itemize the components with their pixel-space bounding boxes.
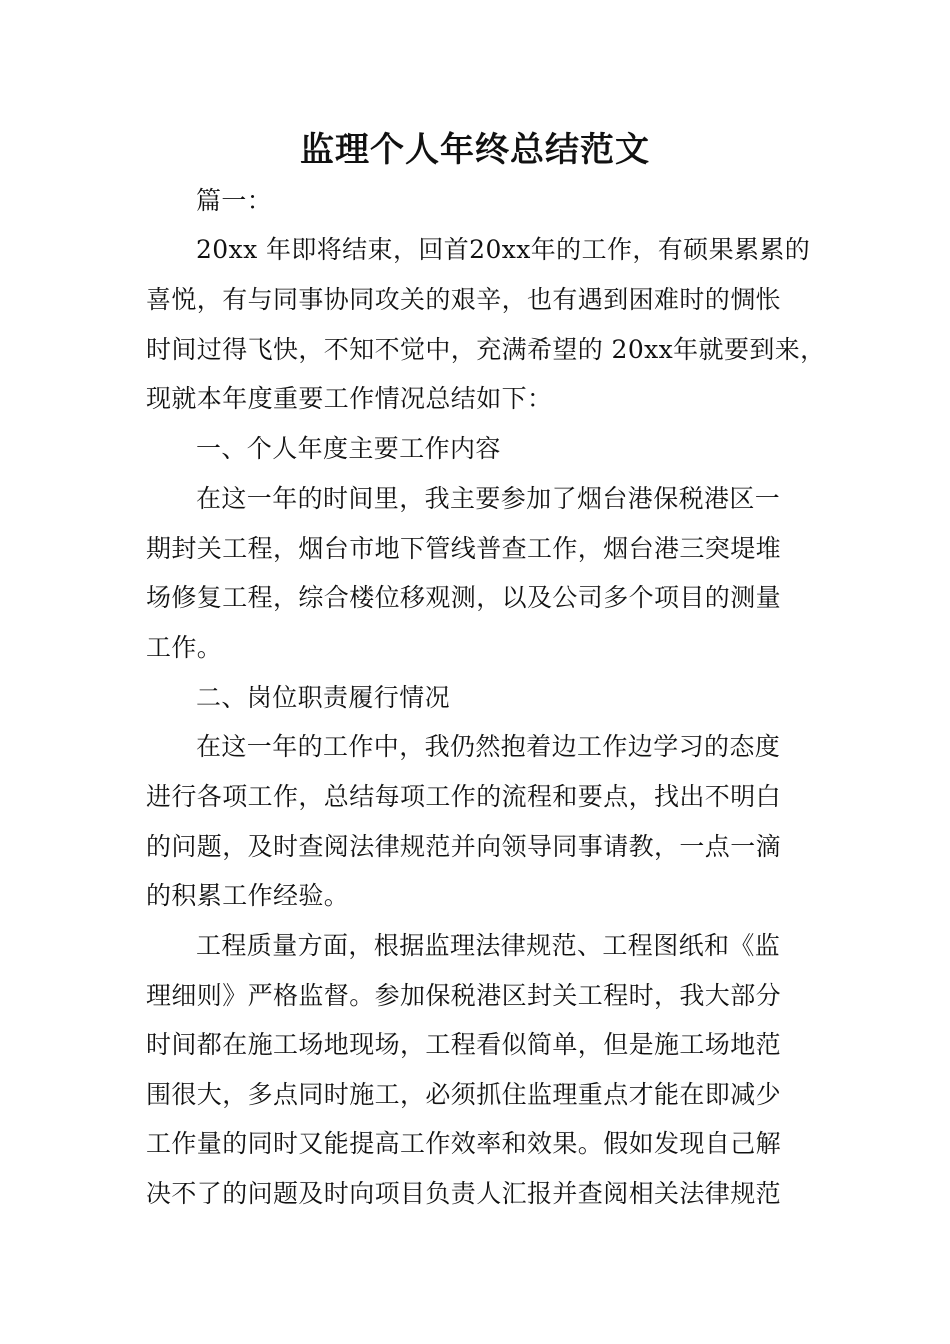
paragraph-line: 决不了的问题及时向项目负责人汇报并查阅相关法律规范: [146, 1179, 782, 1208]
paragraph-line: 在这一年的时间里，我主要参加了烟台港保税港区一: [196, 484, 781, 513]
paragraph-line: 理细则》严格监督。参加保税港区封关工程时，我大部分: [146, 981, 782, 1010]
paragraph-line: 在这一年的工作中，我仍然抱着边工作边学习的态度: [196, 732, 781, 761]
paragraph-line: 20xx 年即将结束，回首20xx年的工作，有硕果累累的: [196, 235, 811, 264]
section-heading-two: 二、岗位职责履行情况: [196, 683, 451, 712]
section-label-part-one: 篇一：: [196, 186, 273, 215]
paragraph-line: 工程质量方面，根据监理法律规范、工程图纸和《监: [196, 931, 781, 960]
paragraph-line: 时间都在施工场地现场，工程看似简单，但是施工场地范: [146, 1030, 782, 1059]
paragraph-line: 时间过得飞快，不知不觉中，充满希望的 20xx年就要到来，: [146, 335, 826, 364]
paragraph-line: 围很大，多点同时施工，必须抓住监理重点才能在即减少: [146, 1080, 782, 1109]
paragraph-line: 的积累工作经验。: [146, 881, 350, 910]
paragraph-line: 工作量的同时又能提高工作效率和效果。假如发现自己解: [146, 1129, 782, 1158]
paragraph-line: 的问题，及时查阅法律规范并向领导同事请教，一点一滴: [146, 832, 782, 861]
paragraph-line: 进行各项工作，总结每项工作的流程和要点，找出不明白: [146, 782, 782, 811]
paragraph-line: 期封关工程，烟台市地下管线普查工作，烟台港三突堤堆: [146, 534, 782, 563]
paragraph-line: 工作。: [146, 633, 223, 662]
paragraph-line: 现就本年度重要工作情况总结如下：: [146, 384, 553, 413]
document-title: 监理个人年终总结范文: [300, 130, 650, 170]
paragraph-line: 场修复工程，综合楼位移观测，以及公司多个项目的测量: [146, 583, 782, 612]
section-heading-one: 一、个人年度主要工作内容: [196, 434, 501, 463]
paragraph-line: 喜悦，有与同事协同攻关的艰辛，也有遇到困难时的惆怅: [146, 285, 782, 314]
